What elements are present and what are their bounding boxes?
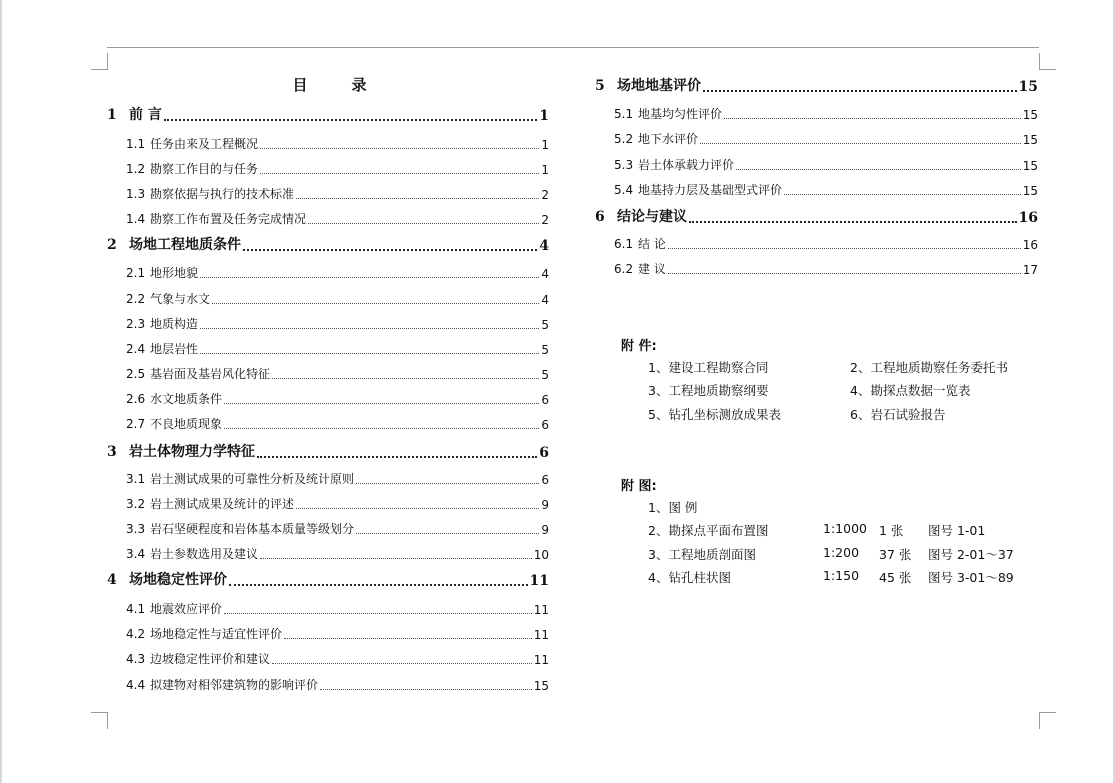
figure-scale: 1:200	[823, 545, 860, 560]
toc-entry-number: 2.7	[126, 417, 146, 431]
toc-entry-label	[614, 181, 782, 198]
toc-leader-dots	[229, 583, 528, 586]
toc-entry-label	[107, 441, 255, 461]
toc-section-entry[interactable]	[126, 495, 549, 512]
toc-entry-page: 1	[541, 138, 549, 152]
figure-scale: 1:150	[823, 568, 860, 583]
toc-entry-number: 4.3	[126, 652, 146, 666]
toc-section-entry[interactable]	[126, 160, 549, 177]
toc-entry-page: 5	[541, 343, 549, 357]
toc-entry-number: 2	[107, 237, 117, 253]
toc-entry-text: 岩土测试成果的可靠性分析及统计原则	[150, 472, 355, 486]
figure-count: 45 张	[879, 570, 912, 585]
toc-title-char: 录	[351, 76, 367, 94]
toc-entry-number: 5	[595, 78, 605, 94]
toc-entry-page: 15	[533, 679, 549, 693]
toc-entry-page: 6	[541, 473, 549, 487]
toc-entry-number: 2.2	[126, 292, 146, 306]
toc-section-entry[interactable]	[126, 340, 549, 357]
toc-entry-number: 1.4	[126, 212, 146, 226]
toc-section-entry[interactable]	[126, 264, 549, 281]
toc-section-entry[interactable]	[614, 260, 1038, 277]
toc-leader-dots	[724, 117, 1021, 119]
figure-scale: 1:1000	[823, 521, 867, 536]
toc-entry-label	[595, 75, 701, 95]
toc-entry-label	[126, 185, 294, 202]
toc-section-entry[interactable]	[126, 390, 549, 407]
toc-leader-dots	[200, 352, 539, 354]
toc-entry-text: 气象与水文	[150, 292, 211, 306]
toc-leader-dots	[284, 637, 532, 639]
toc-entry-page: 11	[529, 573, 549, 589]
figure-count: 1 张	[879, 523, 904, 538]
toc-entry-text: 不良地质现象	[150, 417, 223, 431]
toc-section-entry[interactable]	[614, 156, 1038, 173]
toc-entry-label	[107, 569, 227, 589]
toc-entry-label	[126, 676, 318, 693]
crop-mark-top-right	[1039, 53, 1056, 70]
toc-leader-dots	[164, 118, 537, 121]
toc-entry-number: 4	[107, 572, 117, 588]
toc-leader-dots	[296, 507, 539, 509]
toc-entry-label	[614, 260, 666, 277]
toc-entry-number: 1.2	[126, 162, 146, 176]
toc-chapter-entry[interactable]	[107, 234, 549, 254]
toc-leader-dots	[257, 455, 537, 458]
toc-entry-page: 15	[1022, 108, 1038, 122]
page-top-border	[107, 47, 1039, 48]
toc-entry-label	[126, 264, 198, 281]
figure-code: 图号 2-01～37	[928, 547, 1014, 562]
figure-code: 图号 1-01	[928, 523, 986, 538]
crop-mark-bottom-right	[1039, 712, 1056, 729]
toc-entry-text: 结 论	[638, 237, 666, 251]
toc-section-entry[interactable]	[126, 415, 549, 432]
toc-entry-text: 勘察依据与执行的技术标准	[150, 187, 295, 201]
figure-name: 2、勘探点平面布置图	[648, 523, 769, 538]
toc-entry-text: 岩土测试成果及统计的评述	[150, 497, 295, 511]
toc-entry-number: 6.2	[614, 262, 634, 276]
toc-section-entry[interactable]	[126, 365, 549, 382]
toc-entry-page: 9	[541, 498, 549, 512]
toc-entry-page: 11	[533, 653, 549, 667]
toc-entry-text: 拟建物对相邻建筑物的影响评价	[150, 678, 319, 692]
toc-entry-text: 勘察工作目的与任务	[150, 162, 259, 176]
toc-entry-page: 9	[541, 523, 549, 537]
toc-entry-label	[126, 625, 282, 642]
attachment-item: 1、建设工程勘察合同	[648, 360, 769, 375]
toc-section-entry[interactable]	[126, 520, 549, 537]
toc-entry-number: 4.1	[126, 602, 146, 616]
toc-entry-text: 地形地貌	[150, 266, 199, 280]
figures-heading: 附 图:	[621, 479, 657, 494]
toc-entry-number: 3.4	[126, 547, 146, 561]
toc-entry-label	[126, 545, 258, 562]
toc-entry-label	[126, 315, 198, 332]
figure-name: 4、钻孔柱状图	[648, 570, 731, 585]
toc-entry-page: 15	[1018, 79, 1038, 95]
toc-entry-number: 2.4	[126, 342, 146, 356]
toc-entry-page: 10	[533, 548, 549, 562]
toc-leader-dots	[260, 147, 539, 149]
toc-entry-number: 3.3	[126, 522, 146, 536]
toc-entry-number: 2.6	[126, 392, 146, 406]
toc-entry-number: 3.1	[126, 472, 146, 486]
toc-entry-label	[126, 340, 198, 357]
toc-entry-number: 2.5	[126, 367, 146, 381]
toc-chapter-entry[interactable]	[595, 75, 1038, 95]
toc-entry-page: 17	[1022, 263, 1038, 277]
toc-entry-number: 2.3	[126, 317, 146, 331]
toc-entry-text: 勘察工作布置及任务完成情况	[150, 212, 307, 226]
toc-leader-dots	[296, 197, 539, 199]
toc-entry-text: 任务由来及工程概况	[150, 137, 259, 151]
toc-leader-dots	[272, 662, 532, 664]
toc-entry-text: 地下水评价	[638, 132, 699, 146]
attachment-item: 6、岩石试验报告	[850, 407, 946, 422]
toc-leader-dots	[224, 402, 539, 404]
toc-entry-text: 水文地质条件	[150, 392, 223, 406]
toc-entry-number: 6	[595, 209, 605, 225]
toc-entry-text: 场地地基评价	[617, 78, 701, 94]
toc-entry-number: 1	[107, 107, 117, 123]
toc-leader-dots	[356, 482, 539, 484]
toc-entry-label	[107, 104, 162, 124]
toc-entry-number: 5.4	[614, 183, 634, 197]
toc-section-entry[interactable]	[126, 600, 549, 617]
toc-entry-label	[126, 600, 222, 617]
toc-entry-number: 3.2	[126, 497, 146, 511]
toc-leader-dots	[260, 557, 532, 559]
toc-entry-page: 4	[539, 238, 549, 254]
toc-entry-page: 11	[533, 628, 549, 642]
toc-entry-page: 6	[539, 445, 549, 461]
toc-entry-text: 结论与建议	[617, 209, 687, 225]
toc-entry-label	[614, 105, 722, 122]
toc-leader-dots	[200, 276, 539, 278]
toc-leader-dots	[700, 142, 1021, 144]
toc-entry-number: 2.1	[126, 266, 146, 280]
toc-entry-text: 基岩面及基岩风化特征	[150, 367, 271, 381]
toc-section-entry[interactable]	[126, 650, 549, 667]
toc-entry-text: 岩土体物理力学特征	[129, 444, 255, 460]
toc-entry-text: 地层岩性	[150, 342, 199, 356]
toc-section-entry[interactable]	[126, 185, 549, 202]
toc-entry-number: 6.1	[614, 237, 634, 251]
toc-entry-text: 场地稳定性评价	[129, 572, 227, 588]
toc-entry-text: 岩石坚硬程度和岩体基本质量等级划分	[150, 522, 355, 536]
toc-leader-dots	[689, 220, 1017, 223]
toc-entry-page: 5	[541, 368, 549, 382]
crop-mark-bottom-left	[91, 712, 108, 729]
toc-section-entry[interactable]	[126, 625, 549, 642]
attachments-heading: 附 件:	[621, 339, 657, 354]
toc-section-entry[interactable]	[126, 210, 549, 227]
toc-entry-label	[107, 234, 241, 254]
toc-entry-text: 岩土参数选用及建议	[150, 547, 259, 561]
toc-leader-dots	[260, 172, 539, 174]
toc-leader-dots	[272, 377, 539, 379]
toc-entry-label	[614, 130, 698, 147]
toc-entry-page: 4	[541, 267, 549, 281]
toc-chapter-entry[interactable]	[107, 569, 549, 589]
attachment-item: 4、勘探点数据一览表	[850, 383, 971, 398]
toc-entry-number: 1.3	[126, 187, 146, 201]
toc-leader-dots	[308, 222, 539, 224]
toc-leader-dots	[200, 327, 539, 329]
toc-entry-text: 地震效应评价	[150, 602, 223, 616]
toc-entry-label	[614, 156, 734, 173]
toc-entry-text: 边坡稳定性评价和建议	[150, 652, 271, 666]
toc-entry-text: 地基均匀性评价	[638, 107, 723, 121]
toc-entry-number: 5.2	[614, 132, 634, 146]
toc-entry-label	[126, 495, 294, 512]
page-edge-left	[0, 0, 2, 783]
toc-entry-label	[614, 235, 666, 252]
toc-entry-text: 岩土体承载力评价	[638, 158, 735, 172]
toc-entry-page: 2	[541, 188, 549, 202]
toc-entry-label	[126, 135, 258, 152]
figure-count: 37 张	[879, 547, 912, 562]
toc-entry-page: 15	[1022, 133, 1038, 147]
toc-section-entry[interactable]	[126, 135, 549, 152]
toc-title	[107, 74, 552, 95]
toc-entry-page: 15	[1022, 159, 1038, 173]
toc-section-entry[interactable]	[614, 181, 1038, 198]
toc-entry-page: 4	[541, 293, 549, 307]
toc-leader-dots	[356, 532, 539, 534]
toc-entry-page: 6	[541, 393, 549, 407]
toc-entry-number: 5.1	[614, 107, 634, 121]
toc-section-entry[interactable]	[614, 105, 1038, 122]
toc-entry-number: 3	[107, 444, 117, 460]
attachment-item: 3、工程地质勘察纲要	[648, 383, 769, 398]
toc-entry-page: 5	[541, 318, 549, 332]
toc-section-entry[interactable]	[126, 676, 549, 693]
toc-entry-label	[126, 470, 354, 487]
toc-entry-page: 15	[1022, 184, 1038, 198]
toc-entry-label	[126, 650, 270, 667]
toc-leader-dots	[224, 612, 532, 614]
toc-entry-page: 2	[541, 213, 549, 227]
figure-code: 图号 3-01～89	[928, 570, 1014, 585]
toc-chapter-entry[interactable]	[107, 104, 549, 124]
toc-leader-dots	[703, 89, 1017, 92]
toc-chapter-entry[interactable]	[595, 206, 1038, 226]
toc-leader-dots	[224, 427, 539, 429]
toc-entry-page: 11	[533, 603, 549, 617]
attachment-item: 5、钻孔坐标测放成果表	[648, 407, 781, 422]
crop-mark-top-left	[91, 53, 108, 70]
toc-section-entry[interactable]	[126, 470, 549, 487]
toc-entry-text: 场地稳定性与适宜性评价	[150, 627, 283, 641]
toc-leader-dots	[668, 247, 1021, 249]
toc-entry-text: 前 言	[129, 107, 162, 123]
toc-chapter-entry[interactable]	[107, 441, 549, 461]
toc-entry-number: 4.4	[126, 678, 146, 692]
toc-entry-label	[126, 520, 354, 537]
toc-entry-page: 1	[541, 163, 549, 177]
toc-section-entry[interactable]	[126, 545, 549, 562]
toc-entry-text: 建 议	[638, 262, 666, 276]
toc-leader-dots	[736, 168, 1021, 170]
toc-leader-dots	[212, 302, 539, 304]
toc-title-char: 目	[292, 76, 308, 94]
toc-entry-label	[126, 210, 306, 227]
toc-leader-dots	[320, 688, 532, 690]
toc-entry-text: 场地工程地质条件	[129, 237, 241, 253]
toc-entry-label	[595, 206, 687, 226]
toc-entry-label	[126, 160, 258, 177]
toc-entry-label	[126, 290, 210, 307]
toc-entry-page: 16	[1018, 210, 1038, 226]
toc-entry-page: 1	[539, 108, 549, 124]
toc-entry-text: 地基持力层及基础型式评价	[638, 183, 783, 197]
toc-entry-number: 1.1	[126, 137, 146, 151]
toc-section-entry[interactable]	[126, 315, 549, 332]
toc-entry-number: 4.2	[126, 627, 146, 641]
toc-section-entry[interactable]	[614, 130, 1038, 147]
attachment-item: 2、工程地质勘察任务委托书	[850, 360, 1008, 375]
toc-section-entry[interactable]	[614, 235, 1038, 252]
toc-section-entry[interactable]	[126, 290, 549, 307]
toc-leader-dots	[784, 193, 1021, 195]
toc-entry-label	[126, 365, 270, 382]
toc-entry-label	[126, 415, 222, 432]
toc-entry-number: 5.3	[614, 158, 634, 172]
toc-leader-dots	[243, 248, 537, 251]
figure-name: 3、工程地质剖面图	[648, 547, 756, 562]
toc-leader-dots	[668, 272, 1021, 274]
toc-entry-page: 16	[1022, 238, 1038, 252]
toc-entry-label	[126, 390, 222, 407]
figure-name: 1、图 例	[648, 500, 698, 515]
toc-entry-text: 地质构造	[150, 317, 199, 331]
toc-entry-page: 6	[541, 418, 549, 432]
